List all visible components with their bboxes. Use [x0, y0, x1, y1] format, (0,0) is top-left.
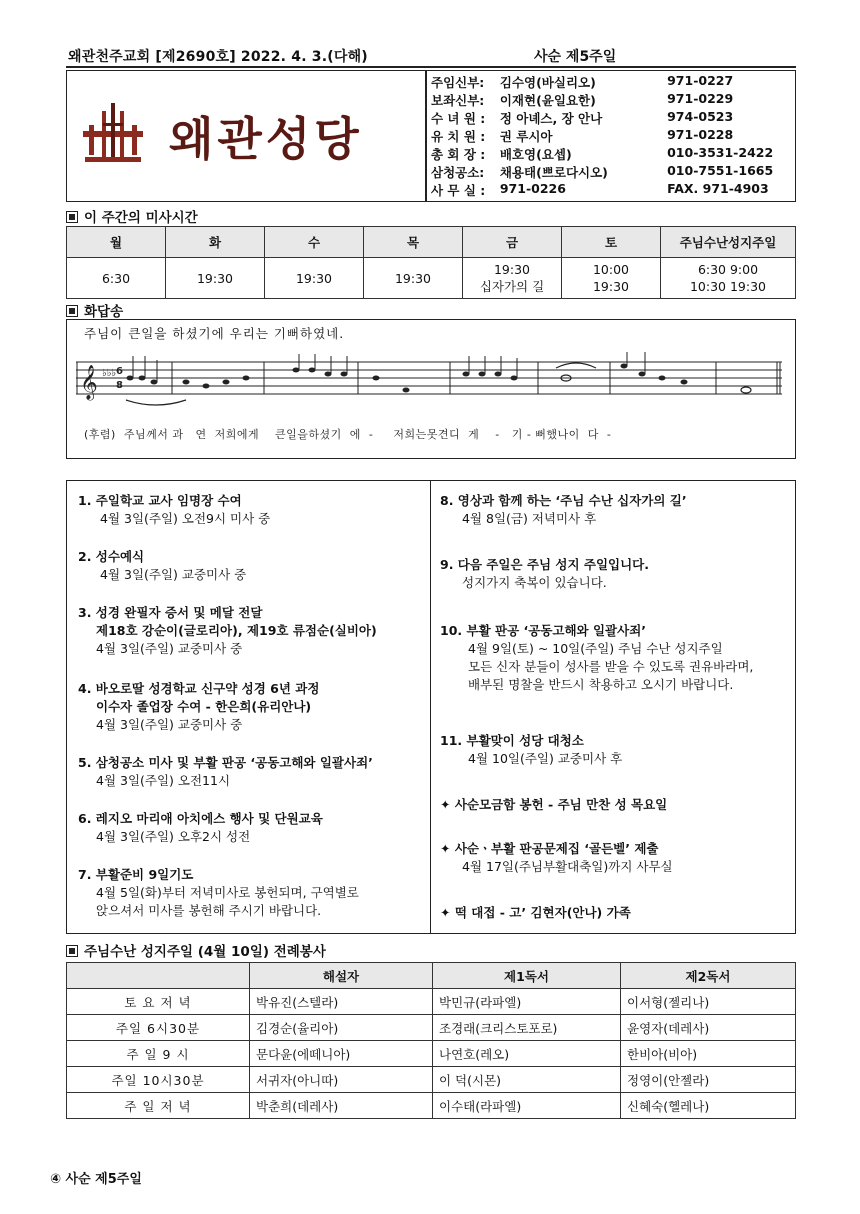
psalm-lyrics: (후렴) 주님께서 과 연 저희에게 큰일을하셨기 에 - 저희는못견디 게 - 기 - 뻐했나이 다 -	[84, 428, 612, 441]
mass-day-header: 주님수난성지주일	[661, 227, 796, 258]
liturgy-service-table	[66, 962, 796, 1119]
staff-row: 삼청공소: 채용태(쁘로다시오) 010-7551-1665	[431, 163, 774, 180]
mass-day-header: 토	[562, 227, 661, 258]
announcement-item: ✦ 사순ㆍ부활 판공문제집 ‘골든벨’ 제출 4월 17일(주님부활대축일)까지 사무실	[440, 841, 673, 874]
psalm-refrain: 주님이 큰일을 하셨기에 우리는 기뻐하였네.	[84, 326, 345, 341]
mass-time: 6:30	[67, 258, 166, 299]
svg-text:♭♭♭: ♭♭♭	[102, 368, 117, 379]
announcement-item: ✦ 떡 대접 - 고’ 김현자(안나) 가족	[440, 905, 631, 920]
announcement-item: 9. 다음 주일은 주님 성지 주일입니다. 성지가지 축복이 있습니다.	[440, 557, 650, 590]
staff-row: 주임신부: 김수영(바실리오) 971-0227	[431, 73, 734, 90]
announcement-item: 11. 부활맞이 성당 대청소 4월 10일(주일) 교중미사 후	[440, 733, 623, 766]
staff-row: 총 회 장 : 배호영(요셉) 010-3531-2422	[431, 145, 774, 162]
staff-directory	[426, 70, 796, 202]
mass-day-header: 월	[67, 227, 166, 258]
parish-logo-icon	[77, 101, 149, 171]
service-header	[67, 963, 250, 989]
staff-row: 사 무 실 : 971-0226 FAX. 971-4903	[431, 181, 769, 198]
announcement-item: 5. 삼청공소 미사 및 부활 판공 ‘공동고해와 일괄사죄’ 4월 3일(주일) 오전11시	[78, 755, 373, 788]
mass-day-header: 목	[364, 227, 463, 258]
staff-row: 유 치 원 : 권 루시아 971-0228	[431, 127, 734, 144]
announcements-divider	[430, 480, 431, 934]
service-section-title: 주님수난 성지주일 (4월 10일) 전례봉사	[66, 940, 326, 960]
mass-time: 6:30 9:00 10:30 19:30	[661, 258, 796, 299]
mass-day-header: 화	[166, 227, 265, 258]
mass-day-header: 금	[463, 227, 562, 258]
mass-section-title: 이 주간의 미사시간	[66, 206, 198, 226]
service-header: 제1독서	[433, 963, 621, 989]
staff-row: 보좌신부: 이재현(윤일요한) 971-0229	[431, 91, 734, 108]
table-row: 주일 10시30분 서귀자(아니따) 이 덕(시몬) 정영이(안젤라)	[67, 1067, 796, 1093]
mass-time: 10:00 19:30	[562, 258, 661, 299]
psalm-section-title: 화답송	[66, 300, 123, 320]
logo-panel	[66, 70, 426, 202]
table-row: 주일 6시30분 김경순(율리아) 조경래(크리스토포로) 윤영자(데레사)	[67, 1015, 796, 1041]
announcement-item: 4. 바오로딸 성경학교 신구약 성경 6년 과정 이수자 졸업장 수여 - 한은희(유리안나) 4월 3일(주일) 교중미사 중	[78, 681, 320, 732]
mass-time: 19:30	[265, 258, 364, 299]
page-footer: ④ 사순 제5주일	[50, 1172, 142, 1187]
header-rule	[66, 66, 796, 68]
service-header: 해설자	[250, 963, 433, 989]
table-row: 주 일 저 녁 박춘희(데레사) 이수태(라파엘) 신혜숙(헬레나)	[67, 1093, 796, 1119]
staff-row: 수 녀 원 : 정 아녜스, 장 안나 974-0523	[431, 109, 734, 126]
announcement-item: 10. 부활 판공 ‘공동고해와 일괄사죄’ 4월 9일(토) ~ 10일(주일) 주님 수난 성지주일 모든 신자 분들이 성사를 받을 수 있도록 권유바라며, 배부된 명찰을 반드시 착용하고 오시기 바랍니다.	[440, 623, 754, 692]
mass-schedule-table	[66, 226, 796, 299]
music-staff-icon	[76, 352, 786, 416]
table-row: 토 요 저 녁 박유진(스텔라) 박민규(라파엘) 이서형(젤리나)	[67, 989, 796, 1015]
announcement-item: 1. 주일학교 교사 임명장 수여 4월 3일(주일) 오전9시 미사 중	[78, 493, 271, 526]
svg-text:6: 6	[116, 366, 123, 377]
mass-time: 19:30 십자가의 길	[463, 258, 562, 299]
announcement-item: 3. 성경 완필자 증서 및 메달 전달 제18호 강순이(글로리아), 제19호 류점순(실비아) 4월 3일(주일) 교중미사 중	[78, 605, 377, 656]
parish-name-logo: 왜관성당	[169, 112, 363, 166]
announcement-item: ✦ 사순모금함 봉헌 - 주님 만찬 성 목요일	[440, 797, 668, 812]
liturgical-week: 사순 제5주일	[534, 49, 617, 65]
table-row: 주 일 9 시 문다윤(에떼니아) 나연호(레오) 한비아(비아)	[67, 1041, 796, 1067]
mass-time: 19:30	[166, 258, 265, 299]
mass-day-header: 수	[265, 227, 364, 258]
service-header: 제2독서	[621, 963, 796, 989]
svg-text:8: 8	[116, 380, 123, 391]
svg-text:𝄞: 𝄞	[80, 365, 98, 400]
bulletin-issue: 왜관천주교회 [제2690호] 2022. 4. 3.(다해)	[68, 49, 368, 65]
mass-time: 19:30	[364, 258, 463, 299]
announcement-item: 6. 레지오 마리애 아치에스 행사 및 단원교육 4월 3일(주일) 오후2시 성전	[78, 811, 323, 844]
announcement-item: 2. 성수예식 4월 3일(주일) 교중미사 중	[78, 549, 247, 582]
announcement-item: 7. 부활준비 9일기도 4월 5일(화)부터 저녁미사로 봉헌되며, 구역별로 앉으셔서 미사를 봉헌해 주시기 바랍니다.	[78, 867, 359, 918]
announcement-item: 8. 영상과 함께 하는 ‘주님 수난 십자가의 길’ 4월 8일(금) 저녁미사 후	[440, 493, 687, 526]
